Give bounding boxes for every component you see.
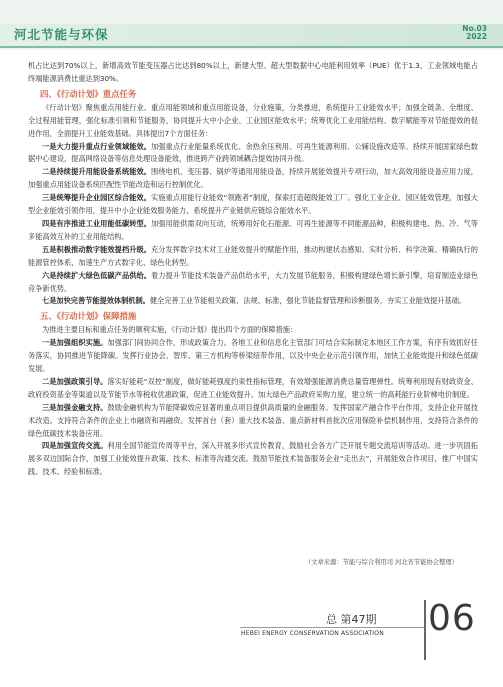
measure-paragraph	[28, 376, 478, 402]
task-paragraph	[28, 270, 478, 296]
footer-rule	[240, 627, 425, 628]
header-rule	[0, 46, 503, 48]
task-text: 围绕电机、变压器、锅炉等通用用能设备，持续开展能效提升专项行动，加大高效用能设备应用力度，加强重点用能设备系统匹配性节能改造和运行控制优化。	[28, 167, 478, 190]
measure-paragraph	[28, 337, 478, 376]
magazine-title: 河北节能与环保	[14, 27, 109, 42]
source-note: （文章来源：节能与综合利用司 河北省节能协会整理）	[304, 559, 458, 566]
task-lead: 四是有序推进工业用能低碳转型。	[42, 218, 152, 228]
tasks-intro: 《行动计划》聚焦重点用能行业、重点用能领域和重点用能设备，分业施策，分类推进，系统提升工业能效水平；加强全链条、全维度、全过程用能管理，强化标准引领和节能服务，协同提升大中小企业、工业园区能效水平；统筹优化工业用能结构、数字赋能等对节能提效的促进作用，全面提升工业能效基础。具体提出7个方面任务：	[28, 102, 478, 138]
task-paragraph	[28, 244, 478, 270]
task-text: 加强重点行业能量系统优化、余热余压利用、可再生能源利用、公辅设施改造等。持续开展国家绿色数据中心建设，提高网络设备等信息处理设备能效，推进跨产业跨领域耦合提效协同升级。	[28, 141, 478, 164]
issue-number: No.03	[462, 24, 487, 33]
task-lead: 一是大力提升重点行业领域能效。	[42, 141, 152, 151]
association-name: HEBEI ENERGY CONSERVATION ASSOCIATION	[241, 630, 384, 637]
measure-paragraph	[28, 402, 478, 441]
task-paragraph	[28, 295, 478, 308]
section-heading-measures: 五、《行动计划》保障措施	[40, 311, 137, 322]
task-text: 着力提升节能技术装备产品供给水平，大力发展节能服务，积极构建绿色增长新引擎，培育制造业绿色竞争新优势。	[28, 270, 478, 293]
measure-text: 鼓励金融机构为节能降碳效应显著的重点项目提供高质量的金融服务。发挥国家产融合作平台作用，支持企业开展技术改造。支持符合条件的企业上市融资和再融资。发挥首台（套）重大技术装备、重点新材料首批次应用保险补偿机制作用，支持符合条件的绿色低碳技术装备应用。	[28, 402, 478, 438]
section-heading-tasks: 四、《行动计划》重点任务	[40, 88, 137, 99]
footer-divider	[424, 600, 426, 660]
measure-lead: 三是加强金融支持。	[42, 402, 108, 412]
task-paragraph	[28, 218, 478, 244]
task-lead: 二是持续提升用能设备系统能效。	[42, 167, 152, 177]
issue-year: 2022	[466, 32, 487, 41]
measure-text: 加强部门间协同合作，形成政策合力。各地工业和信息化主管部门可结合实际制定本地区工作方案，有序有效抓好任务落实，协同推进节能降碳。发挥行业协会、智库、第三方机构等桥梁纽带作用，以及中央企业示范引领作用，加快工业能效提升和绿色低碳发展。	[28, 338, 478, 374]
article-body	[28, 60, 478, 479]
task-lead: 六是持续扩大绿色低碳产品供给。	[42, 270, 152, 280]
measure-text: 利用全国节能宣传周等平台，深入开展多形式宣传教育，鼓励社会各方广泛开展专题交流培训等活动。进一步巩固拓展多双边国际合作，加强工业能效提升政策、技术、标准等沟通交流。鼓励节能技术装备服务企业“走出去”，开展能效合作项目，推广中国实践、技术、经验和标准。	[28, 441, 478, 477]
task-paragraph	[28, 166, 478, 192]
task-lead: 七是加快完善节能提效体制机制。	[42, 296, 150, 306]
issue-info	[462, 25, 487, 41]
measure-paragraph	[28, 440, 478, 479]
task-lead: 五是积极推动数字能效提档升级。	[42, 244, 152, 254]
task-text: 实施重点用能行业能效“领跑者”制度，探索打造超级能效工厂。强化工业企业、园区能效管理，加强大型企业能效引领作用，提升中小企业能效服务能力，系统提升产业链供应链综合能效水平。	[28, 193, 478, 216]
measure-lead: 四是加强宣传交流。	[42, 441, 108, 451]
total-issue-label: 总 第47期	[326, 613, 377, 626]
lead-paragraph: 机占比达到70%以上，新增高效节能变压器占比达到80%以上，新建大型、超大型数据中心电能利用效率（PUE）优于1.3，工业领域电能占终端能源消费比重达到30%。	[28, 61, 478, 83]
measure-text: 落实好能耗“双控”制度，做好能耗强度约束性指标管理，有效增强能源消费总量管理弹性。统筹利用现有财政资金、政府投资基金等渠道以及节能节水等税收优惠政策，促进工业能效提升。加大绿色产品政府采购力度，建立统一的高耗能行业阶梯电价制度。	[28, 376, 478, 399]
task-paragraph	[28, 141, 478, 167]
task-text: 加强用能供需双向互动，统筹用好化石能源、可再生能源等不同能源品种，积极构建电、热、冷、气等多能高效互补的工业用能结构。	[28, 218, 478, 241]
task-text: 健全完善工业节能相关政策、法规、标准，强化节能监督管理和诊断服务，夯实工业能效提升基础。	[149, 296, 467, 306]
measure-lead: 二是加强政策引导。	[42, 376, 108, 386]
task-lead: 三是统筹提升企业园区综合能效。	[42, 193, 151, 203]
measures-intro: 为推进主要目标和重点任务的顺利实施，《行动计划》提出四个方面的保障措施：	[42, 325, 298, 335]
task-paragraph	[28, 192, 478, 218]
page-header	[0, 0, 503, 50]
task-text: 充分发挥数字技术对工业能效提升的赋能作用，推动构建状态感知、实时分析、科学决策、精确执行的能源管控体系，加速生产方式数字化、绿色化转型。	[28, 244, 478, 267]
measure-lead: 一是加强组织实施。	[42, 338, 108, 348]
page-number: 06	[428, 598, 476, 639]
